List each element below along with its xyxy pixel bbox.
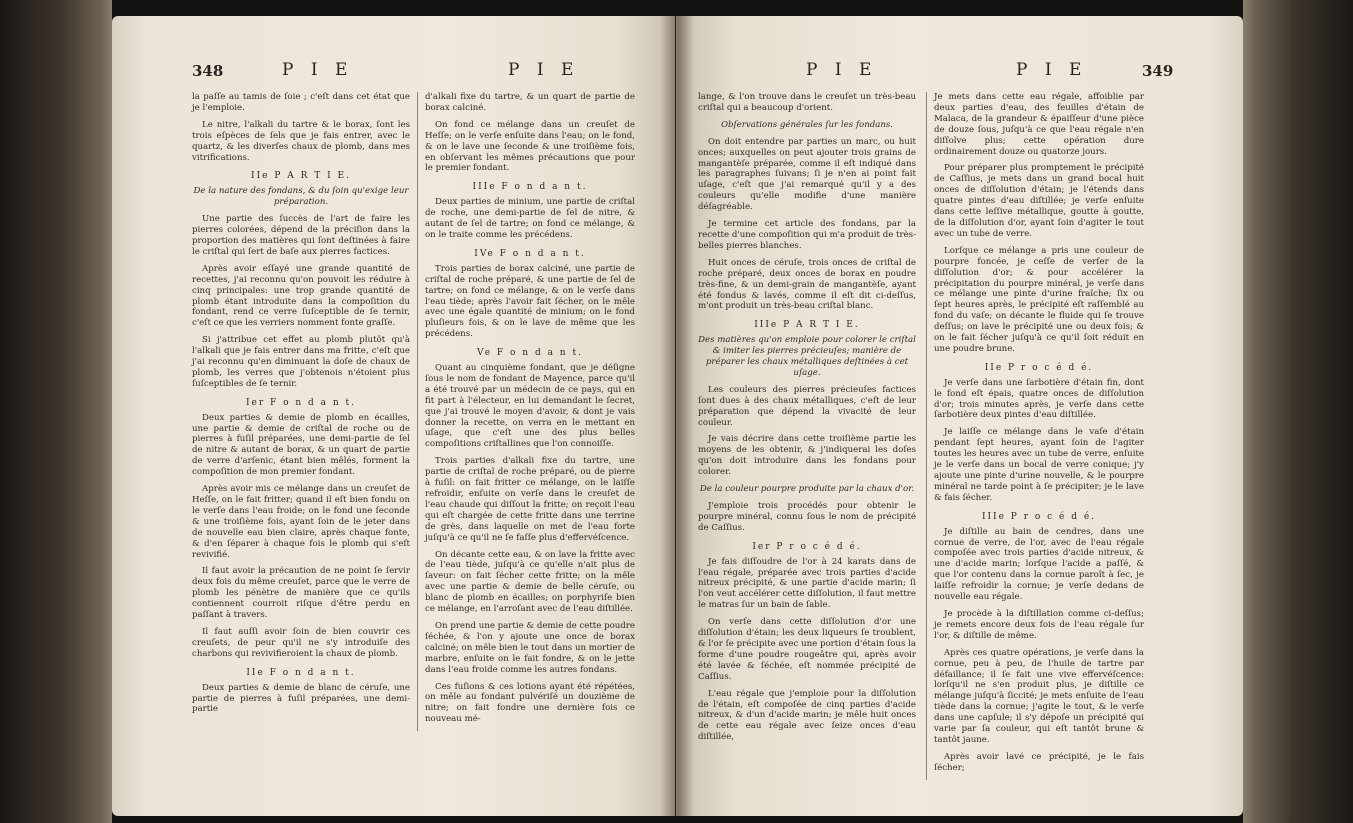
section-heading: Ier F o n d a n t. — [245, 397, 357, 408]
paragraph: Ces fuſions & ces lotions ayant été répétées, on mêle au fondant pulvériſé un douzième de nitre; on fait fondre une dernière fois ce nouveau mé- — [425, 681, 635, 725]
paragraph: Si j'attribue cet effet au plomb plutôt qu'à l'alkali que je fais entrer dans ma fritte, c'eſt que j'ai reconnu qu'en diminuant la doſe de chaux de plomb, les verres que j'obtenois n'étoient plus ſuſceptibles de ſe ternir. — [192, 335, 410, 389]
paragraph: Je procède à la diſtillation comme ci-deſſus; je remets encore deux fois de l'eau régale ſur l'or, & diſtille de même. — [934, 608, 1144, 641]
paragraph: L'eau régale que j'emploie pour la diſſolution de l'étain, eſt compoſée de cinq parties d'acide nitreux, & d'un d'acide marin; je mêle huit onces de cette eau régale avec ſeize onces d'eau diſtillée, — [698, 688, 916, 743]
section-heading: IIe F o n d a n t. — [246, 667, 356, 678]
section-heading: IIIe P r o c é d é. — [981, 511, 1097, 522]
italic-subheading: De la couleur pourpre produite par la chaux d'or. — [699, 484, 915, 495]
left-page — [112, 16, 675, 816]
section-heading: IIe P A R T I E. — [251, 171, 351, 182]
paragraph: Deux parties & demie de blanc de céruſe, une partie de pierres à fuſil préparées, une demi-partie — [192, 682, 410, 715]
section-heading: IVe F o n d a n t. — [474, 248, 586, 259]
paragraph: Je verſe dans une ſarbotière d'étain fin, dont le fond eſt épais, quatre onces de diſſolution d'or; trois minutes après, je verſe dans cette ſarbotière deux pintes d'eau diſtillée. — [934, 377, 1144, 421]
paragraph: On doit entendre par parties un marc, ou huit onces; auxquelles on peut ajouter trois grains de mangantèſe préparée, comme il eſt indiqué dans les paragraphes ſuivans; ſi je n'en ai point fait uſage, c'eſt que j'ai remarqué qu'il y a des couleurs qu'elle modifie d'une manière déſagréable. — [698, 136, 916, 213]
paragraph: Il faut auſſi avoir ſoin de bien couvrir ces creuſets, de peur qu'il ne s'y introduiſe des charbons qui revivifieroient la chaux de plomb. — [192, 626, 410, 659]
paragraph: Lorſque ce mélange a pris une couleur de pourpre foncée, je ceſſe de verſer de la diſſolution d'or; & pour accélérer la précipitation du pourpre minéral, je verſe dans ce mélange une pinte d'urine fraîche; ſix ou ſept heures après, le précipité eſt raſſemblé au fond du vaſe; on décante le fluide qui ſe trouve deſſus; on lave le précipité une ou deux fois; & on le fait ſécher juſqu'à ce qu'il ſoit réduit en une poudre brune. — [934, 245, 1144, 354]
paragraph: Pour préparer plus promptement le précipité de Caſſius, je mets dans un grand bocal huit onces de diſſolution d'étain; je l'étends dans quatre pintes d'eau diſtillée; je verſe enſuite dans cette leſſive métallique, goutte à goutte, de la diſſolution d'or, ayant ſoin d'agiter le tout avec un tube de verre. — [934, 163, 1144, 239]
text-column — [192, 92, 410, 721]
paragraph: Je laiſſe ce mélange dans le vaſe d'étain pendant ſept heures, ayant ſoin de l'agiter toutes les heures avec un tube de verre, enſuite je le verſe dans un bocal de verre conique; j'y ajoute une pinte d'urine nouvelle, & le pourpre minéral ne tarde point à ſe précipiter; je le lave & fais ſécher. — [934, 427, 1144, 503]
paragraph: J'emploie trois procédés pour obtenir le pourpre minéral, connu ſous le nom de précipité de Caſſius. — [698, 501, 916, 533]
paragraph: Deux parties de minium, une partie de criſtal de roche, une demi-partie de ſel de nitre, & autant de ſel de tartre; on fond ce mélange, & on le traite comme les précédens. — [425, 197, 635, 240]
paragraph: Le nitre, l'alkali du tartre & le borax, ſont les trois eſpèces de ſels que je fais entrer, avec le quartz, & les diverſes chaux de plomb, dans mes vitrifications. — [192, 119, 410, 163]
paragraph: On décante cette eau, & on lave la fritte avec de l'eau tiède, juſqu'à ce qu'elle n'ait plus de ſaveur: on fait ſécher cette fritte; on la mêle avec une partie & demie de belle céruſe, ou blanc de plomb en écailles; on porphyriſe bien ce mélange, en l'arroſant avec de l'eau diſtillée. — [425, 549, 635, 615]
paragraph: Une partie des ſuccès de l'art de faire les pierres colorées, dépend de la préciſion dans la proportion des matières qui ſont deſtinées à faire le criſtal qui ſert de baſe aux pierres factices. — [192, 214, 410, 257]
paragraph: Trois parties de borax calciné, une partie de criſtal de roche préparé, & une partie de ſel de tartre; on fond ce mélange, & on le verſe dans l'eau tiède; après l'avoir fait ſécher, on le mêle avec une égale quantité de minium; on le fond pluſieurs fois, & on le lave de même que les précédens. — [425, 263, 635, 340]
paragraph: Huit onces de céruſe, trois onces de criſtal de roche préparé, deux onces de borax en poudre très-fine, & un demi-grain de mangantèſe, ayant été fondus & lavés, comme il eſt dit ci-deſſus, m'ont produit un très-beau criſtal blanc. — [698, 257, 916, 312]
paragraph: Après avoir mis ce mélange dans un creuſet de Heſſe, on le fait fritter; quand il eſt bien fondu on le verſe dans l'eau froide; on le fond une ſeconde & une troiſième fois, ayant ſoin de le jeter dans de nouvelle eau bien claire, après chaque fonte, & d'en ſéparer à chaque fois le plomb qui s'eſt revivifié. — [192, 484, 410, 560]
italic-subheading: Des matières qu'on emploie pour colorer le criſtal & imiter les pierres précieuſes; manière de préparer les chaux métalliques deſtinées à cet uſage. — [698, 335, 916, 378]
paragraph: la paſſe au tamis de ſoie ; c'eſt dans cet état que je l'emploie. — [192, 92, 410, 113]
section-heading: IIIe P A R T I E. — [754, 320, 860, 331]
paragraph: On fond ce mélange dans un creuſet de Heſſe; on le verſe enſuite dans l'eau; on le fond, & on le lave une ſeconde & une troiſième fois, en obſervant les mêmes précautions que pour le premier fondant. — [425, 119, 635, 174]
paragraph: Après ces quatre opérations, je verſe dans la cornue, peu à peu, de l'huile de tartre par défaillance; il ſe fait une vive effervéſcence: lorſqu'il ne s'en produit plus, je diſtille ce mélange juſqu'à ſiccité; je mets enſuite de l'eau tiède dans la cornue; j'agite le tout, & le verſe dans une capſule; il s'y dépoſe un précipité qui varie par ſa couleur, qui eſt tantôt brune & tantôt jaune. — [934, 647, 1144, 745]
paragraph: Après avoir lavé ce précipité, je le fais ſécher; — [934, 751, 1144, 773]
paragraph: Je diſtille au bain de cendres, dans une cornue de verre, de l'or, avec de l'eau régale compoſée avec trois parties d'acide nitreux, & une d'acide marin; lorſque l'acide a paſſé, & que l'or contenu dans la cornue paroît à ſec, je laiſſe refroidir la cornue; je verſe dedans de nouvelle eau régale. — [934, 526, 1144, 603]
paragraph: Je termine cet article des fondans, par la recette d'une compoſition qui m'a produit de très-belles pierres blanches. — [698, 219, 916, 251]
section-heading: IIIe F o n d a n t. — [472, 182, 588, 193]
paragraph: Il faut avoir la précaution de ne point ſe ſervir deux fois du même creuſet, parce que le verre de plomb les pénètre de manière que ce qu'ils contiennent courroit riſque d'être perdu en paſſant à travers. — [192, 566, 410, 621]
running-head: P I E — [1016, 60, 1088, 80]
text-column — [926, 92, 1144, 780]
paragraph: Je fais diſſoudre de l'or à 24 karats dans de l'eau régale, préparée avec trois parties d'acide nitreux précipité, & une partie d'acide marin; ſi l'on veut accélérer cette diſſolution, il faut mettre le matras ſur un bain de ſable. — [698, 556, 916, 611]
running-head: P I E — [282, 60, 354, 80]
paragraph: Après avoir eſſayé une grande quantité de recettes, j'ai reconnu qu'on pouvoit les réduire à cinq principales: une trop grande quantité de plomb étant introduite dans la compoſition du fondant, rend ce verre ſuſceptible de ſe ternir, c'eſt ce que les verriers nomment fonte graſſe. — [192, 263, 410, 329]
paragraph: Deux parties & demie de plomb en écailles, une partie & demie de criſtal de roche ou de pierres à fuſil préparées, une demi-partie de ſel de nitre & autant de borax, & un quart de partie de verre d'arſenic, étant bien mêlés, forment la compoſition de mon premier fondant. — [192, 412, 410, 478]
text-column — [698, 92, 916, 749]
paragraph: Je vais décrire dans cette troiſième partie les moyens de les obtenir, & j'indiquerai les doſes qu'on doit introduire dans les fondans pour colorer. — [698, 434, 916, 478]
section-heading: Ier P r o c é d é. — [752, 541, 862, 552]
paragraph: Quant au cinquième fondant, que je déſigne ſous le nom de fondant de Mayence, parce qu'il a été trouvé par un médecin de ce pays, qui en fit part à l'électeur, en lui demandant le ſecret, que j'ai trouvé le moyen d'avoir, & dont je vais donner la recette, on verra en le mettant en uſage, que c'eſt une des plus belles compoſitions criſtallines que l'on connoiſſe. — [425, 363, 635, 450]
paragraph: On prend une partie & demie de cette poudre ſéchée, & l'on y ajoute une once de borax calciné; on mêle bien le tout dans un mortier de marbre, enſuite on le fait fondre, & on le jette dans l'eau froide comme les autres fondans. — [425, 620, 635, 675]
book-gutter — [660, 16, 694, 816]
paragraph: d'alkali fixe du tartre, & un quart de partie de borax calciné. — [425, 92, 635, 113]
right-page-edges — [1243, 0, 1353, 823]
italic-subheading: Obſervations générales ſur les fondans. — [720, 119, 894, 130]
italic-subheading: De la nature des fondans, & du ſoin qu'exige leur préparation. — [193, 186, 409, 208]
left-page-edges — [0, 0, 112, 823]
right-page — [676, 16, 1243, 816]
paragraph: Trois parties d'alkali fixe du tartre, une partie de criſtal de roche préparé, ou de pierre à fuſil: on fait fritter ce mélange, on le laiſſe refroidir, enſuite on verſe dans le creuſet de l'eau chaude qui diſſout la fritte; on reçoit l'eau qui eſt chargée de cette fritte dans une terrine de grès, dans laquelle on met de l'eau forte juſqu'à ce qu'il ne ſe faſſe plus d'effervéſcence. — [425, 456, 635, 543]
page-number: 348 — [192, 62, 224, 80]
paragraph: Les couleurs des pierres précieuſes factices ſont dues à des chaux métalliques, c'eſt de leur préparation que dépend la vivacité de leur couleur. — [698, 384, 916, 428]
paragraph: Je mets dans cette eau régale, affoiblie par deux parties d'eau, des feuilles d'étain de Malaca, de la grandeur & épaiſſeur d'une pièce de douze ſous, juſqu'à ce que l'eau régale n'en diſſolve plus; cette opération dure ordinairement douze ou quatorze jours. — [934, 92, 1144, 157]
section-heading: Ve F o n d a n t. — [477, 348, 583, 359]
page-number: 349 — [1142, 62, 1174, 80]
running-head: P I E — [508, 60, 580, 80]
paragraph: lange, & l'on trouve dans le creuſet un très-beau criſtal qui a beaucoup d'orient. — [698, 92, 916, 113]
right-page-header — [676, 62, 1243, 94]
section-heading: IIe P r o c é d é. — [984, 362, 1094, 373]
left-page-header — [112, 62, 675, 94]
text-column — [417, 92, 635, 731]
running-head: P I E — [806, 60, 878, 80]
paragraph: On verſe dans cette diſſolution d'or une diſſolution d'étain; les deux liqueurs ſe troublent, & l'or ſe précipite avec une portion d'étain ſous la forme d'une poudre rougeâtre qui, après avoir été lavée & ſéchée, eſt nommée précipité de Caſſius. — [698, 617, 916, 682]
